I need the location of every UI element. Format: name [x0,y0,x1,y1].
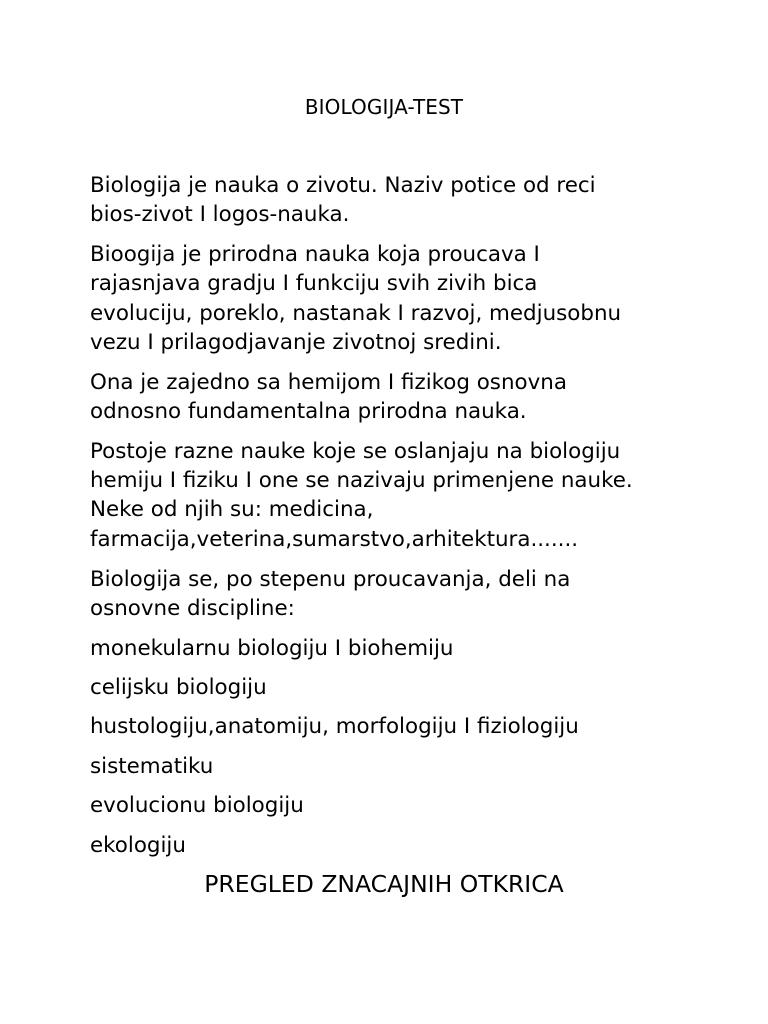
list-item: ekologiju [90,832,186,858]
list-item: sistematiku [90,753,214,779]
section-heading: PREGLED ZNACAJNIH OTKRICA [204,870,564,898]
paragraph-definition: Biologija je nauka o zivotu. Naziv potice od reci bios-zivot I logos-nauka. [90,173,596,228]
paragraph-applied-sciences: Postoje razne nauke koje se oslanjaju na biologiju hemiju I fiziku I one se nazivaju primenjene nauke. Neke od njih su: medicina, farmacija,veterina,sumarstvo,arhitektura....... [90,438,633,552]
paragraph-fundamental: Ona je zajedno sa hemijom I fizikog osnovna odnosno fundamentalna prirodna nauka. [90,369,567,425]
list-item: hustologiju,anatomiju, morfologiju I fiziologiju [90,714,579,740]
paragraph-disciplines-intro: Biologija se, po stepenu proucavanja, deli na osnovne discipline: [90,566,571,621]
list-item: evolucionu biologiju [90,793,304,819]
list-item: celijsku biologiju [90,675,267,701]
document-title: BIOLOGIJA-TEST [304,95,464,119]
list-item: monekularnu biologiju I biohemiju [90,635,454,661]
disciplines-list [90,634,710,860]
paragraph-description: Bioogija je prirodna nauka koja proucava I rajasnjava gradju I funkciju svih zivih bica evoluciju, poreklo, nastanak I razvoj, medjusobnu vezu I prilagodjavanje zivotnoj sredini. [90,242,622,355]
document-body [90,171,710,870]
